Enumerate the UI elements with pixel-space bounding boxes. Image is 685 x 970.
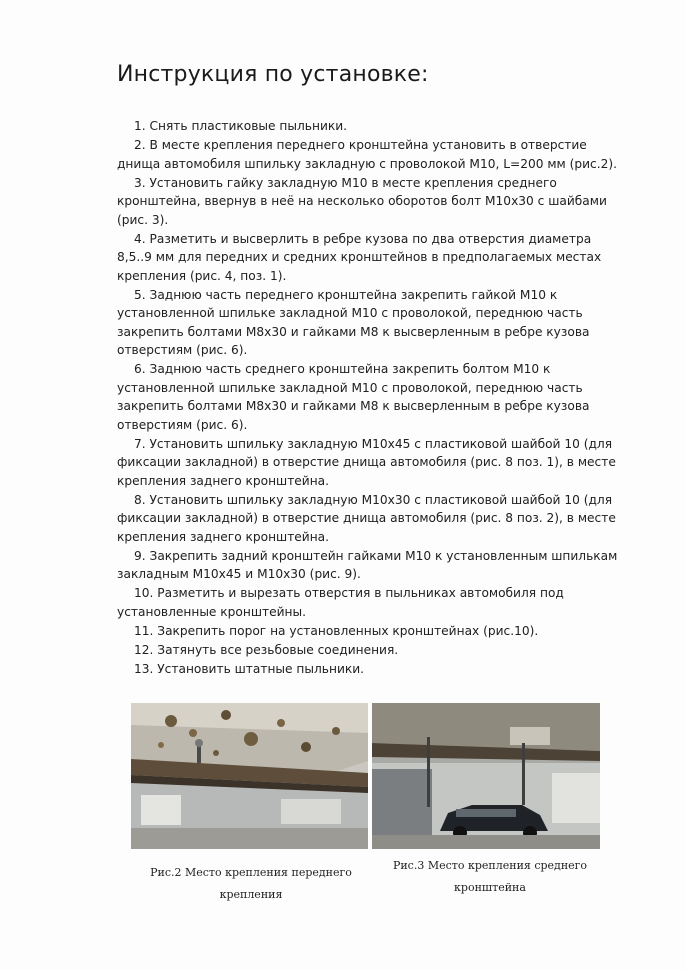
step-item: 1. Снять пластиковые пыльники.	[134, 119, 348, 133]
instruction-steps	[117, 117, 622, 679]
step-item: 9. Закрепить задний кронштейн гайками М10 к установленным шпилькам закладным М10х45 и М10х30 (рис. 9).	[117, 548, 618, 581]
step-item: 4. Разметить и высверлить в ребре кузова по два отверстия диаметра 8,5..9 мм для передних и средних кронштейнов в предполагаемых местах крепления (рис. 4, поз. 1).	[117, 231, 602, 283]
caption-line: Рис.2 Место крепления переднего	[150, 866, 352, 879]
photo-front-bracket-mount	[131, 703, 368, 849]
step-item: 6. Заднюю часть среднего кронштейна закрепить болтом М10 к установленной шпильке закладной М10 с проволокой, переднюю часть закрепить болтами М8х30 и гайками М8 к высверленным в ребре кузова отверстиям (рис. 6).	[117, 362, 590, 432]
photo-middle-bracket-mount	[372, 703, 600, 849]
figure-caption-2	[131, 862, 371, 906]
step-item: 2. В месте крепления переднего кронштейна установить в отверстие днища автомобиля шпильку закладную с проволокой М10, L=200 мм (рис.2).	[117, 138, 617, 171]
caption-line: крепления	[219, 888, 283, 901]
step-item: 12. Затянуть все резьбовые соединения.	[134, 642, 399, 657]
step-item: 3. Установить гайку закладную М10 в месте крепления среднего кронштейна, ввернув в неё на несколько оборотов болт М10х30 с шайбами (рис. 3).	[117, 175, 607, 227]
step-item: 8. Установить шпильку закладную М10х30 с пластиковой шайбой 10 (для фиксации закладной) в отверстие днища автомобиля (рис. 8 поз. 2), в месте крепления заднего кронштейна.	[117, 492, 616, 544]
step-item: 5. Заднюю часть переднего кронштейна закрепить гайкой М10 к установленной шпильке закладной М10 с проволокой, переднюю часть закрепить болтами М8х30 и гайками М8 к высверленным в ребре кузова отверстиям (рис. 6).	[117, 287, 590, 357]
step-item: 11. Закрепить порог на установленных кронштейнах (рис.10).	[134, 623, 539, 638]
step-item: 10. Разметить и вырезать отверстия в пыльниках автомобиля под установленные кронштейны.	[117, 586, 564, 619]
caption-line: Рис.3 Место крепления среднего	[392, 859, 588, 872]
step-item: 13. Установить штатные пыльники.	[134, 661, 365, 676]
page-title: Инструкция по установке:	[117, 62, 429, 87]
figure-caption-3	[380, 855, 600, 899]
caption-line: кронштейна	[454, 881, 526, 894]
step-item: 7. Установить шпильку закладную М10х45 с пластиковой шайбой 10 (для фиксации закладной) в отверстие днища автомобиля (рис. 8 поз. 1), в месте крепления заднего кронштейна.	[117, 436, 616, 488]
